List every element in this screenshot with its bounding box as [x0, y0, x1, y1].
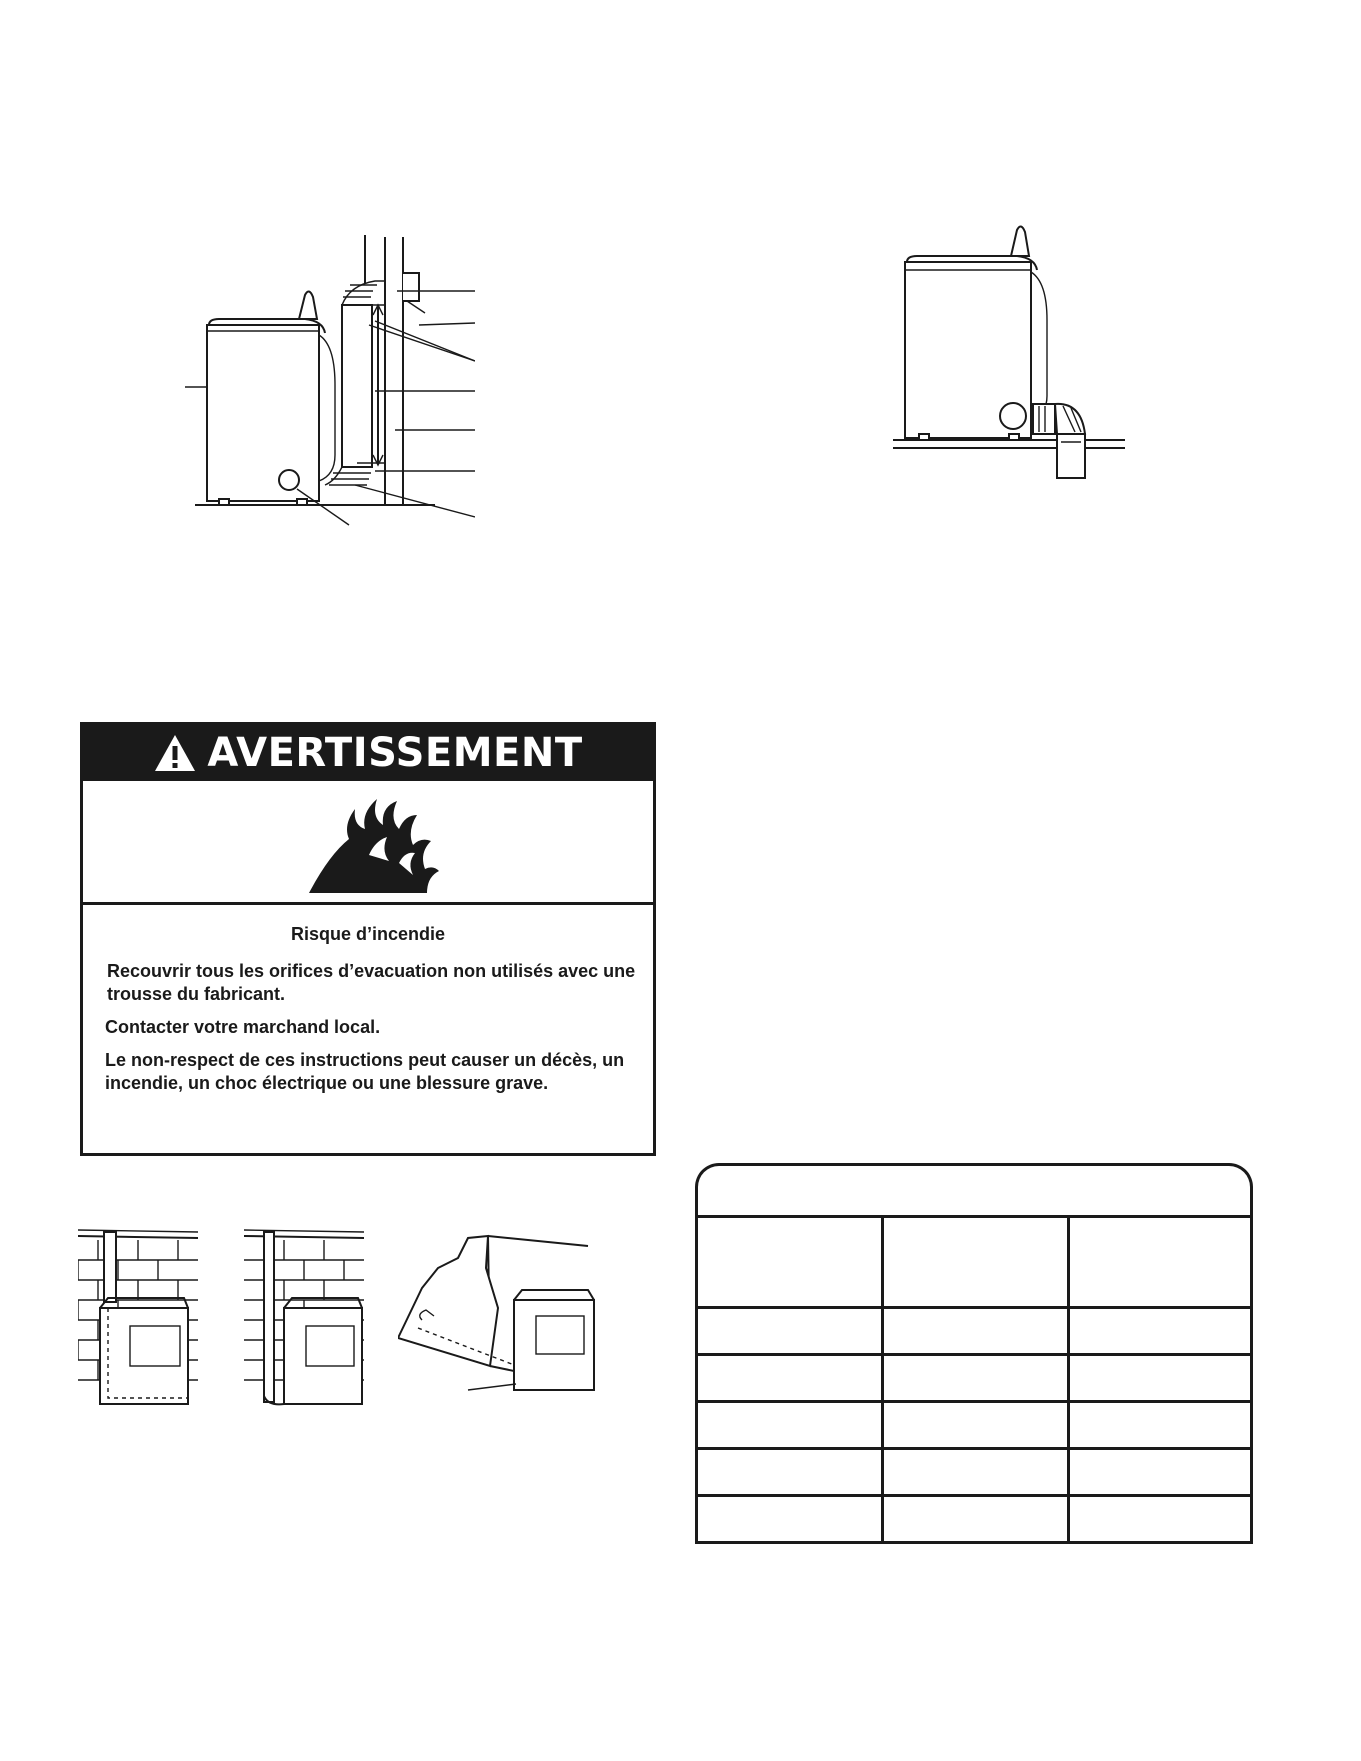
table-cell	[883, 1449, 1069, 1496]
warning-body	[83, 905, 653, 1095]
table-title-row	[695, 1163, 1253, 1215]
table-header-cell	[1069, 1217, 1252, 1308]
table-row	[697, 1402, 1252, 1449]
table-header-cell	[697, 1217, 883, 1308]
table-cell	[697, 1496, 883, 1543]
warning-subtitle: Risque d’incendie	[290, 924, 446, 944]
dryer-periscope-illustration	[185, 235, 475, 535]
warning-title: AVERTISSEMENT	[207, 730, 583, 776]
table-cell	[883, 1496, 1069, 1543]
install-example-2-illustration	[244, 1228, 364, 1408]
warning-paragraph-3: Le non-respect de ces instructions peut causer un décès, un incendie, un choc électrique ou une blessure grave.	[105, 1050, 625, 1093]
table-cell	[697, 1449, 883, 1496]
table-cell	[697, 1402, 883, 1449]
dryer-bottom-exhaust-illustration	[885, 220, 1145, 490]
table-cell	[697, 1355, 883, 1402]
install-example-1-illustration	[78, 1228, 198, 1408]
table-row	[697, 1308, 1252, 1355]
warning-paragraph-1: Recouvrir tous les orifices d’evacuation non utilisés avec une trousse du fabricant.	[107, 961, 636, 1004]
table-cell	[883, 1308, 1069, 1355]
table-cell	[1069, 1496, 1252, 1543]
table-cell	[1069, 1402, 1252, 1449]
table-cell	[697, 1308, 883, 1355]
install-example-3-illustration	[398, 1228, 598, 1408]
fire-warning-box	[80, 722, 656, 1156]
warning-header	[83, 725, 653, 781]
warning-paragraph-2: Contacter votre marchand local.	[105, 1017, 381, 1037]
fire-icon	[309, 795, 439, 895]
table-row	[697, 1496, 1252, 1543]
warning-triangle-icon	[153, 733, 197, 773]
vent-table-grid	[695, 1215, 1253, 1544]
table-cell	[883, 1402, 1069, 1449]
table-cell	[1069, 1449, 1252, 1496]
table-header-row	[697, 1217, 1252, 1308]
vent-length-table	[695, 1163, 1253, 1561]
table-row	[697, 1449, 1252, 1496]
table-cell	[883, 1355, 1069, 1402]
table-cell	[1069, 1308, 1252, 1355]
table-row	[697, 1355, 1252, 1402]
table-header-cell	[883, 1217, 1069, 1308]
table-cell	[1069, 1355, 1252, 1402]
